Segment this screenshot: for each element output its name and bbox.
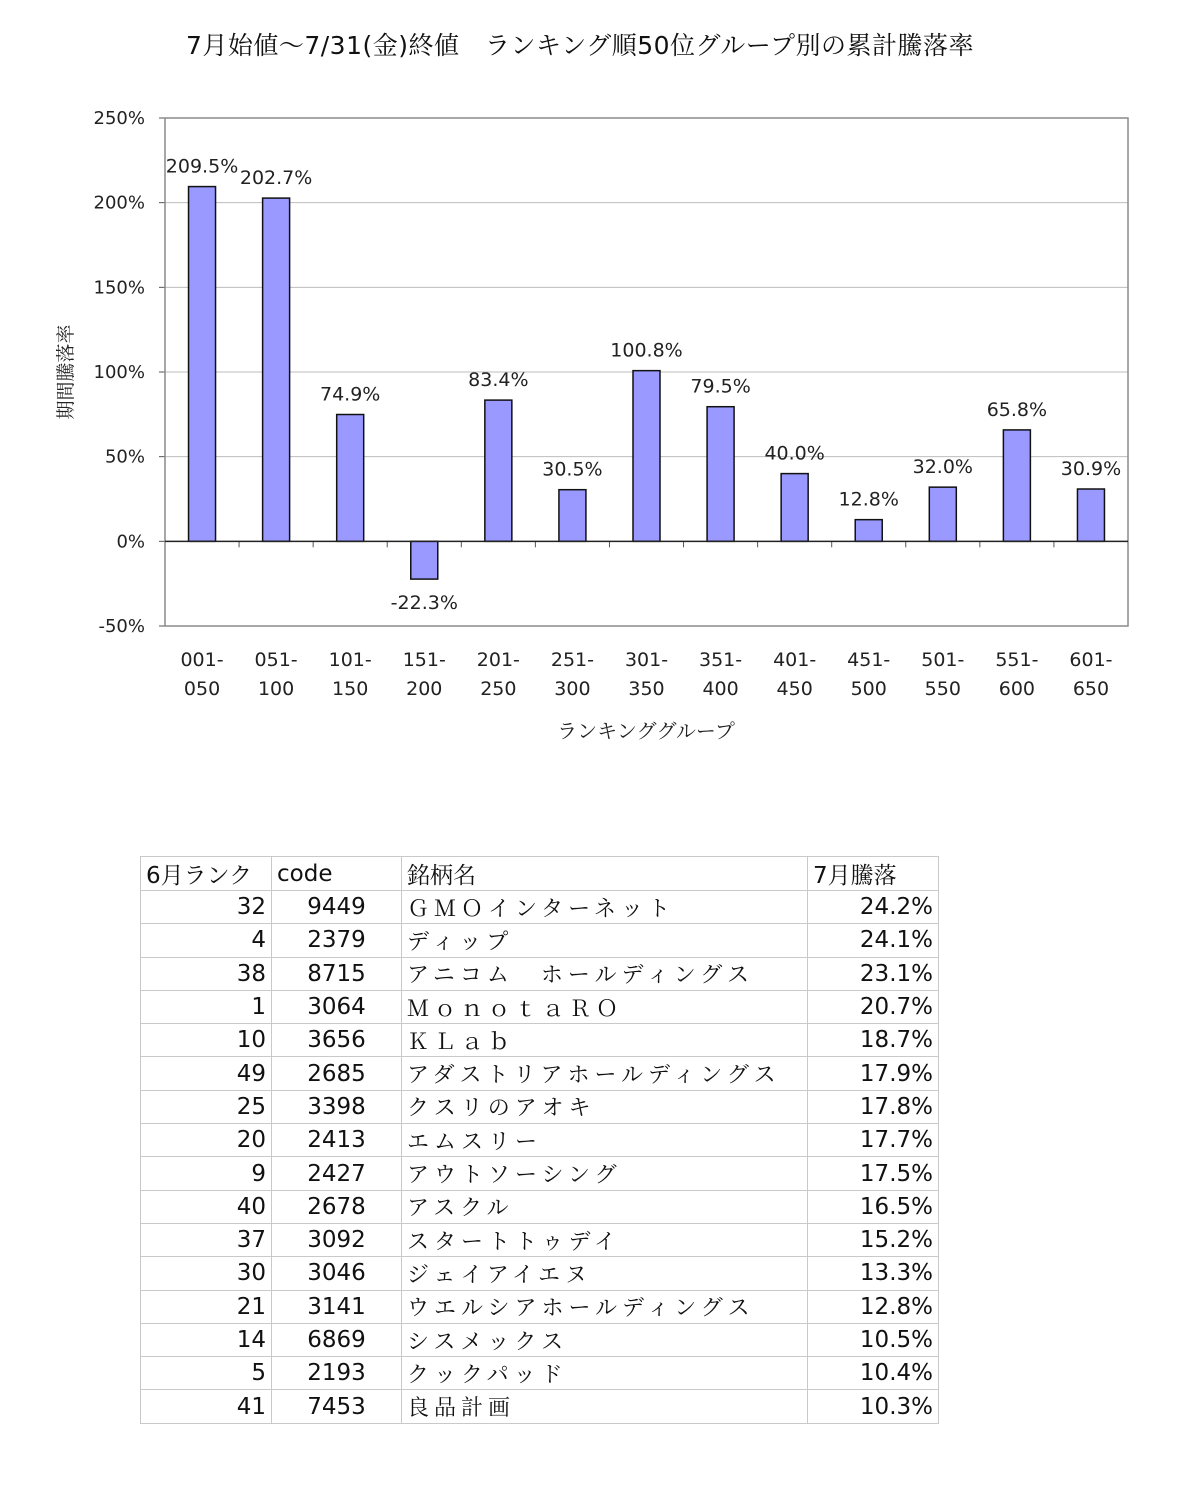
- y-tick-label: 50%: [104, 446, 145, 468]
- code-cell: 2678: [272, 1190, 402, 1223]
- code-cell: 2379: [272, 924, 402, 957]
- bar: [707, 407, 734, 542]
- rank-cell: 21: [141, 1290, 272, 1323]
- x-axis-label: ランキンググループ: [557, 719, 735, 743]
- code-cell: 2427: [272, 1157, 402, 1190]
- x-tick-label: 401-450: [773, 649, 817, 700]
- x-tick-label: 001-050: [180, 649, 224, 700]
- header-change: 7月騰落: [808, 857, 939, 891]
- y-tick-label: 100%: [93, 362, 145, 383]
- bar: [633, 371, 660, 542]
- x-tick-label: 501-550: [921, 649, 965, 700]
- code-cell: 2413: [272, 1124, 402, 1157]
- table-row: [141, 1390, 939, 1423]
- change-cell: 16.5%: [808, 1190, 939, 1223]
- change-cell: 20.7%: [808, 990, 939, 1023]
- code-cell: 3398: [272, 1090, 402, 1123]
- change-cell: 13.3%: [808, 1257, 939, 1290]
- table-row: [141, 1157, 939, 1190]
- change-cell: 12.8%: [808, 1290, 939, 1323]
- code-cell: 6869: [272, 1323, 402, 1356]
- stock-name-cell: クスリのアオキ: [402, 1090, 808, 1123]
- table-row: [141, 957, 939, 990]
- stock-name-cell: アニコム ホールディングス: [402, 957, 808, 990]
- code-cell: 7453: [272, 1390, 402, 1423]
- table-header-row: [141, 857, 939, 891]
- rank-cell: 5: [141, 1357, 272, 1390]
- change-cell: 17.8%: [808, 1090, 939, 1123]
- y-axis-ticks: [94, 108, 165, 637]
- rank-cell: 38: [141, 957, 272, 990]
- rank-cell: 20: [141, 1124, 272, 1157]
- rank-cell: 25: [141, 1090, 272, 1123]
- x-tick-label: 451-500: [847, 649, 891, 700]
- stock-name-cell: 良品計画: [402, 1390, 808, 1423]
- bar: [337, 415, 364, 542]
- bar: [1003, 430, 1030, 541]
- bar-chart: [0, 90, 1200, 770]
- table-row: [141, 990, 939, 1023]
- y-tick-label: -50%: [98, 616, 145, 637]
- header-rank: 6月ランク: [141, 857, 272, 891]
- rank-cell: 10: [141, 1024, 272, 1057]
- table-row: [141, 1223, 939, 1256]
- header-name: 銘柄名: [402, 857, 808, 891]
- x-axis-ticks: [165, 541, 1113, 700]
- code-cell: 2685: [272, 1057, 402, 1090]
- table-row: [141, 1124, 939, 1157]
- table-row: [141, 1357, 939, 1390]
- x-tick-label: 301-350: [624, 649, 669, 700]
- y-tick-label: 0%: [116, 531, 145, 553]
- x-tick-label: 601-650: [1069, 649, 1113, 700]
- data-label: 74.9%: [320, 383, 381, 406]
- change-cell: 24.2%: [808, 891, 939, 924]
- bar: [411, 541, 438, 579]
- stock-name-cell: アスクル: [402, 1190, 808, 1223]
- rank-cell: 9: [141, 1157, 272, 1190]
- change-cell: 24.1%: [808, 924, 939, 957]
- rank-cell: 4: [141, 924, 272, 957]
- y-tick-label: 250%: [93, 108, 145, 129]
- code-cell: 3656: [272, 1024, 402, 1057]
- code-cell: 3046: [272, 1257, 402, 1290]
- data-label: 202.7%: [239, 167, 313, 190]
- data-label: 40.0%: [764, 442, 825, 465]
- stock-name-cell: アダストリアホールディングス: [402, 1057, 808, 1090]
- data-label: 83.4%: [468, 369, 529, 392]
- bar: [485, 400, 512, 541]
- table-body: [141, 891, 939, 1424]
- code-cell: 9449: [272, 891, 402, 924]
- table-row: [141, 1190, 939, 1223]
- bar: [929, 487, 956, 541]
- stock-name-cell: クックパッド: [402, 1357, 808, 1390]
- rank-cell: 14: [141, 1323, 272, 1356]
- chart-title: 7月始値～7/31(金)終値 ランキング順50位グループ別の累計騰落率: [185, 31, 975, 60]
- x-tick-label: 251-300: [550, 649, 594, 700]
- y-tick-label: 150%: [93, 277, 145, 299]
- data-label: 79.5%: [690, 375, 751, 398]
- rank-cell: 49: [141, 1057, 272, 1090]
- bar: [559, 490, 586, 542]
- data-label: 65.8%: [986, 398, 1048, 421]
- change-cell: 18.7%: [808, 1024, 939, 1057]
- x-tick-label: 351-400: [699, 649, 743, 700]
- stock-name-cell: エムスリー: [402, 1124, 808, 1157]
- stock-name-cell: ディップ: [402, 924, 808, 957]
- change-cell: 17.5%: [808, 1157, 939, 1190]
- stock-name-cell: ＭｏｎｏｔａＲＯ: [402, 990, 808, 1023]
- code-cell: 3064: [272, 990, 402, 1023]
- change-cell: 17.9%: [808, 1057, 939, 1090]
- table-row: [141, 1057, 939, 1090]
- change-cell: 15.2%: [808, 1223, 939, 1256]
- data-label: 30.5%: [542, 458, 603, 481]
- x-tick-label: 201-250: [476, 649, 520, 700]
- bar: [189, 187, 216, 542]
- x-tick-label: 101-150: [328, 649, 372, 700]
- bar: [855, 520, 882, 542]
- rank-cell: 41: [141, 1390, 272, 1423]
- rank-cell: 32: [141, 891, 272, 924]
- code-cell: 3092: [272, 1223, 402, 1256]
- stock-name-cell: ジェイアイエヌ: [402, 1257, 808, 1290]
- table-row: [141, 891, 939, 924]
- data-label: 30.9%: [1060, 458, 1122, 481]
- stock-name-cell: アウトソーシング: [402, 1157, 808, 1190]
- change-cell: 10.4%: [808, 1357, 939, 1390]
- stock-name-cell: ウエルシアホールディングス: [402, 1290, 808, 1323]
- rank-cell: 30: [141, 1257, 272, 1290]
- code-cell: 8715: [272, 957, 402, 990]
- code-cell: 2193: [272, 1357, 402, 1390]
- bar: [1077, 489, 1104, 541]
- data-label: 12.8%: [838, 488, 899, 511]
- stock-name-cell: ＧＭＯインターネット: [402, 891, 808, 924]
- change-cell: 17.7%: [808, 1124, 939, 1157]
- ranking-table: [140, 856, 939, 1424]
- x-tick-label: 551-600: [995, 649, 1039, 700]
- change-cell: 23.1%: [808, 957, 939, 990]
- y-axis-label: 期間騰落率: [55, 324, 77, 420]
- table-row: [141, 1290, 939, 1323]
- data-label: -22.3%: [390, 592, 458, 615]
- table-row: [141, 1257, 939, 1290]
- table-row: [141, 1024, 939, 1057]
- rank-cell: 40: [141, 1190, 272, 1223]
- stock-name-cell: シスメックス: [402, 1323, 808, 1356]
- table-row: [141, 924, 939, 957]
- rank-cell: 37: [141, 1223, 272, 1256]
- stock-name-cell: ＫＬａｂ: [402, 1024, 808, 1057]
- rank-cell: 1: [141, 990, 272, 1023]
- change-cell: 10.5%: [808, 1323, 939, 1356]
- table-row: [141, 1090, 939, 1123]
- data-label: 32.0%: [912, 456, 973, 479]
- bar: [263, 198, 290, 541]
- stock-name-cell: スタートトゥデイ: [402, 1223, 808, 1256]
- y-tick-label: 200%: [93, 192, 145, 214]
- table-row: [141, 1323, 939, 1356]
- data-label: 209.5%: [165, 155, 239, 178]
- header-code: code: [272, 857, 402, 891]
- bar: [781, 474, 808, 542]
- x-tick-label: 051-100: [254, 649, 298, 700]
- change-cell: 10.3%: [808, 1390, 939, 1423]
- code-cell: 3141: [272, 1290, 402, 1323]
- x-tick-label: 151-200: [402, 649, 446, 700]
- data-label: 100.8%: [610, 339, 683, 362]
